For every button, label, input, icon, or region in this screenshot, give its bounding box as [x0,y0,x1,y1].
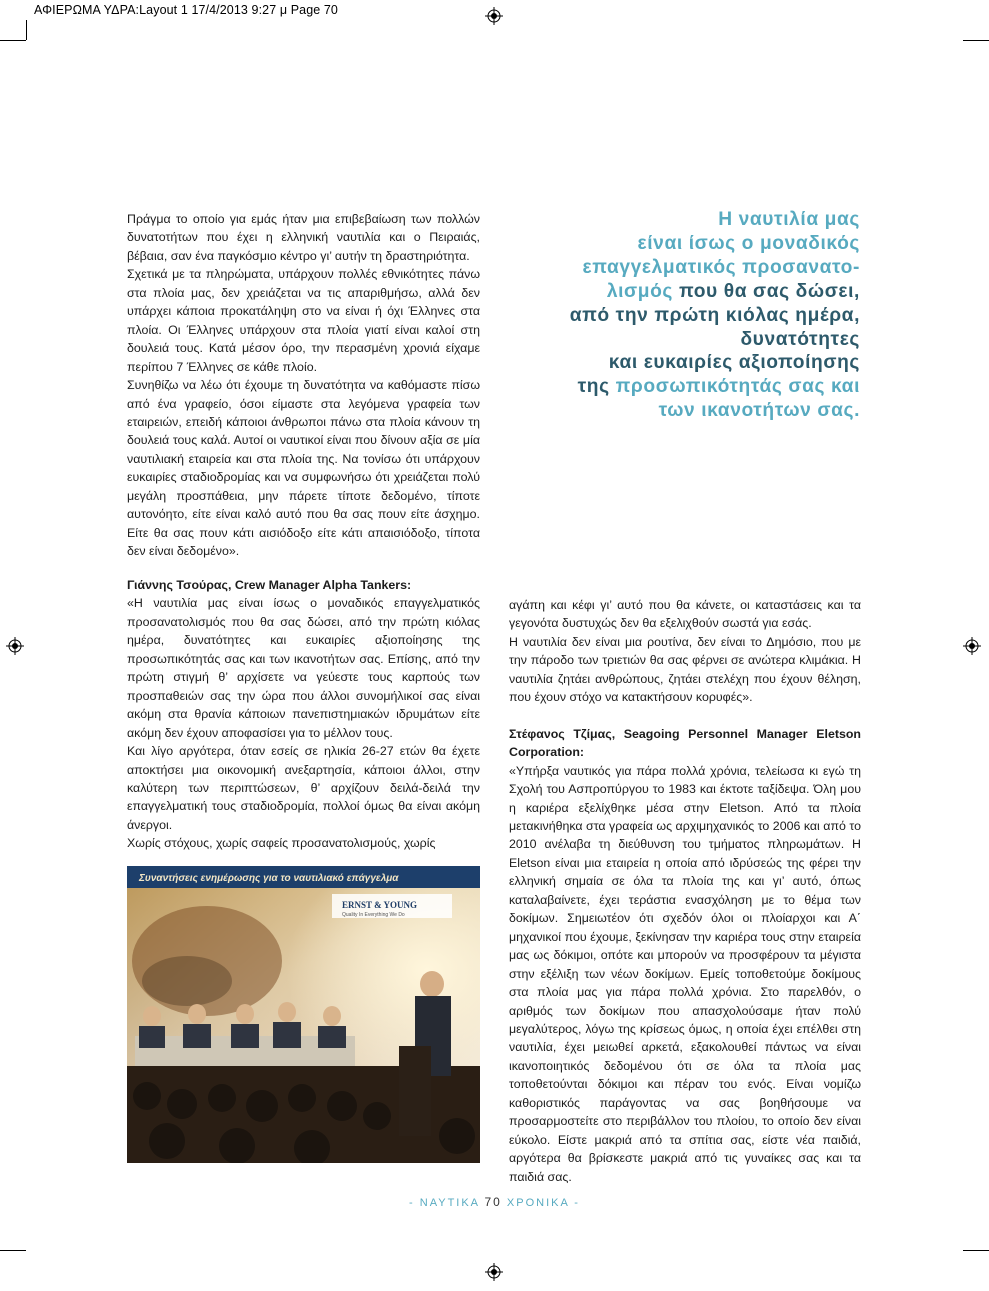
event-photo-illustration [127,866,480,1163]
page-number: 70 [484,1195,502,1209]
crop-mark-top-left [0,40,26,41]
paragraph: «Η ναυτιλία μας είναι ίσως ο μοναδικός επαγγελματικός προσανατολισμός που θα σας δώσει, από την πρώτη κιόλας ημέρα, δυνατότητες και ευκαιρίες αξιοποίησης της προσωπικότητάς σας και των ικανοτήτων σας. Επίσης, από την πρώτη στιγμή θ’ αρχίσετε να γεύεστε τους καρπούς των προσπαθειών σας την ώρα που άλλοι συνομήλικοί σας είναι ακόμη στα θρανία κάποιων πανεπιστημιακών ιδρυμάτων είτε ακόμη δεν έχουν αποφασίσει για το μέλλον τους. [127,596,480,740]
footer-right: ΧΡΟΝΙΚΑ - [506,1197,580,1209]
pull-quote-line: δυνατότητες [740,328,860,350]
print-slug: ΑΦΙΕΡΩΜΑ ΥΔΡΑ:Layout 1 17/4/2013 9:27 μ Page 70 [34,3,338,17]
pull-quote-line: Η ναυτιλία μας [718,209,860,230]
page-footer [0,1195,989,1209]
photo-sponsor-text: ERNST & YOUNG [342,900,418,910]
paragraph: Συνηθίζω να λέω ότι έχουμε τη δυνατότητα να καθόμαστε πίσω από ένα γραφείο, όσοι είμαστε στα λεγόμενα γραφεία των εταιρειών, επειδή κάποιοι άνθρωποι πάνω στα πλοία κάνουν τη δουλειά τους καλά. Αυτοί οι ναυτικοί είναι που δίνουν αξία σε μία ναυτιλιακή εταιρεία και στα πλοία της. Να τονίσω ότι υπάρχουν ευκαιρίες σταδιοδρομίας και να συμφωνήσω ότι χρειάζεται πολύ μεγάλη προσπάθεια, μην πάρετε τίποτε δεδομένο, τίποτε αυτονόητο, είτε είναι καλό αυτό που θα σας πουν είτε άσχημο. Είτε θα σας πουν κάτι αισιόδοξο είτε κάτι απαισιόδοξο, τίποτα δεν είναι δεδομένο». [127,378,480,559]
pull-quote-line: επαγγελματικός προσανατο- [582,256,860,278]
registration-mark-top [485,7,503,25]
photo-banner-text: Συναντήσεις ενημέρωσης για το ναυτιλιακό επάγγελμα [139,873,399,884]
article-column-bottom-left [127,576,480,853]
pull-quote-line: της προσωπικότητάς σας και [577,376,860,398]
speaker-name: Γιάννης Τσούρας, Crew Manager Alpha Tankers: [127,578,412,592]
event-photo [127,866,480,1163]
footer-left: - ΝΑΥΤΙΚΑ [409,1197,480,1209]
registration-mark-left [6,637,24,655]
paragraph: Η ναυτιλία δεν είναι μια ρουτίνα, δεν είναι το Δημόσιο, που με την πάροδο των τριετιών θα σας φέρνει σε ανώτερα κλιμάκια. Η ναυτιλία ζητάει ανθρώπους, ζητάει στελέχη που έχουν θέληση, που έχουν στόχο να κατακτήσουν κορυφές». [509,634,861,705]
pull-quote-line: και ευκαιρίες αξιοποίησης [608,352,860,374]
paragraph: Σχετικά με τα πληρώματα, υπάρχουν πολλές εθνικότητες πάνω στα πλοία μας, δεν χρειάζεται να τις απαριθμήσω, αλλά δεν υπάρχει κάποια προκατάληψη στο να είναι ή όχι Έλληνες στα πλοία. Οι Έλληνες υπάρχουν στα πλοία γιατί είναι καλοί στη δουλειά τους. Κατά μέσον όρο, την περασμένη χρονιά είχαμε περίπου 7 Έλληνες σε κάθε πλοίο. [127,267,480,374]
paragraph: Χωρίς στόχους, χωρίς σαφείς προσανατολισμούς, χωρίς [127,836,436,851]
crop-mark-top-left-v [26,20,27,40]
crop-mark-bottom-left [0,1250,26,1251]
registration-mark-right [963,637,981,655]
paragraph: αγάπη και κέφι γι’ αυτό που θα κάνετε, οι καταστάσεις και τα γεγονότα δυστυχώς δεν θα εξελιχθούν σωστά για εσάς. [509,598,861,631]
pull-quote-line: λισμός που θα σας δώσει, [606,280,860,302]
crop-mark-top-right [963,40,989,41]
paragraph: Και λίγο αργότερα, όταν εσείς σε ηλικία 26-27 ετών θα έχετε αποκτήσει μια οικονομική ανεξαρτησία, κάποιοι άλλοι, στην καλύτερη των περιπτώσεων, θ’ αρχίζουν δειλά-δειλά την επαγγελματική τους σταδιοδρομία, πολλοί όμως θα είναι ακόμη άνεργοι. [127,744,480,832]
pull-quote-line: των ικανοτήτων σας. [658,400,860,422]
registration-mark-bottom [485,1263,503,1281]
paragraph: Πράγμα το οποίο για εμάς ήταν μια επιβεβαίωση των πολλών δυνατοτήτων που έχει η ελληνική ναυτιλία και ο Πειραιάς, βέβαια, σαν ένα παγκόσμιο κέντρο γι’ αυτήν τη δραστηριότητα. [127,212,480,263]
pull-quote-line: από την πρώτη κιόλας ημέρα, [569,304,860,326]
speaker-name: Στέφανος Τζίμας, Seagoing Personnel Manager Eletson Corporation: [509,726,861,760]
article-column-bottom-right [509,596,861,1186]
pull-quote-line: είναι ίσως ο μοναδικός [637,232,860,254]
photo-sponsor-tagline: Quality In Everything We Do [342,912,405,918]
crop-mark-bottom-right [963,1250,989,1251]
paragraph: «Υπήρξα ναυτικός για πάρα πολλά χρόνια, τελείωσα κι εγώ τη Σχολή του Ασπροπύργου το 1983 και έκτοτε ταξίδεψα. Όλη μου η καριέρα εξελίχθηκε μέσα στην Eletson. Από τα πλοία μετακινήθηκα στα γραφεία ως αρχιμηχανικός το 2006 και από το 2010 ανέλαβα τη διεύθυνση του τμήματος πληρωμάτων. Η Eletson είναι μια εταιρεία η οποία από ιδρύσεώς της φέρει την ελληνική σημαία σε όλα τα πλοία της και γι’ αυτό, όπως καταλαβαίνετε, έχει τεράστια ενασχόληση με το θέμα των δοκίμων. Σημειωτέον ότι σχεδόν όλοι οι πλοίαρχοι και Α΄ μηχανικοί που έχουμε, ξεκίνησαν την καριέρα τους στην εταιρεία μας ως δόκιμοι, οπότε και μπορούν να προσφέρουν τα μέγιστα στην εξέλιξη των νέων δοκίμων. Εμείς τοποθετούμε δοκίμους στα πλοία μας για πάρα πολλά χρόνια. Στο παρελθόν, ο αριθμός των δοκίμων που απασχολούσαμε ήταν πολύ μεγαλύτερος, λόγω της κρίσεως όμως, η οποία έχει επέλθει στη ναυτιλία, έχει μειωθεί αρκετά, εξακολουθεί πάντως να είναι ικανοποιητικός δεδομένου ότι σε όλα τα πλοία μας τοποθετούνται δόκιμοι και πέραν του ενός. Είναι νομίζω καθοριστικός παράγοντας να σας βοηθήσουμε να προσαρμοστείτε στο περιβάλλον του πλοίου, το οποίο δεν είναι εύκολο. Είστε μακριά από τα σπίτια σας, είστε νέα παιδιά, αργότερα θα βρίσκεστε μακριά από τις γυναίκες σας και τα παιδιά σας. [509,763,861,1184]
article-column-top-left [127,210,480,561]
pull-quote [548,208,860,423]
